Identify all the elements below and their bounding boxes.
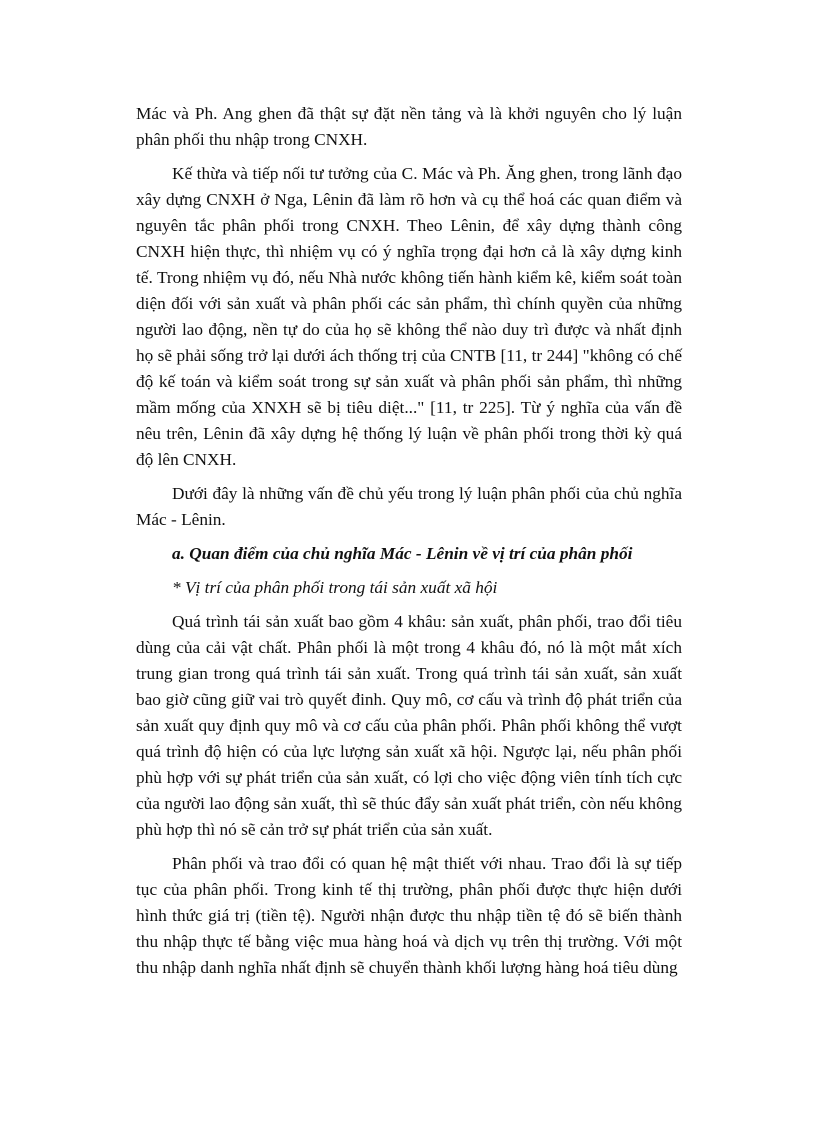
section-heading: a. Quan điểm của chủ nghĩa Mác - Lênin về vị trí của phân phối (172, 544, 633, 563)
page-body (136, 101, 682, 989)
paragraph-reproduction: Quá trình tái sản xuất bao gồm 4 khâu: sản xuất, phân phối, trao đổi tiêu dùng của cải vật chất. Phân phối là một trong 4 khâu đó, nó là một mắt xích trung gian trong quá trình tái sản xuất. Trong quá trình tái sản xuất, sản xuất bao giờ cũng giữ vai trò quyết đinh. Quy mô, cơ cấu và trình độ phát triển của sản xuất quy định quy mô và cơ cấu của phân phối. Phân phối không thể vượt quá trình độ hiện có của lực lượng sản xuất xã hội. Ngược lại, nếu phân phối phù hợp với sự phát triển của sản xuất, có lợi cho việc động viên tính tích cực của người lao động sản xuất, thì sẽ thúc đẩy sản xuất phát triển, còn nếu không phù hợp thì nó sẽ cản trở sự phát triển của sản xuất. (136, 612, 682, 839)
paragraph-intro: Mác và Ph. Ang ghen đã thật sự đặt nền tảng và là khởi nguyên cho lý luận phân phối thu nhập trong CNXH. (136, 104, 682, 149)
paragraph-lenin: Kế thừa và tiếp nối tư tưởng của C. Mác và Ph. Ăng ghen, trong lãnh đạo xây dựng CNXH ở Nga, Lênin đã làm rõ hơn và cụ thể hoá các quan điểm và nguyên tắc phân phối trong CNXH. Theo Lênin, để xây dựng thành công CNXH hiện thực, thì nhiệm vụ có ý nghĩa trọng đại hơn cả là xây dựng kinh tế. Trong nhiệm vụ đó, nếu Nhà nước không tiến hành kiểm kê, kiểm soát toàn diện đối với sản xuất và phân phối các sản phẩm, thì chính quyền của những người lao động, nền tự do của họ sẽ không thể nào duy trì được và nhất định họ sẽ phải sống trở lại dưới ách thống trị của CNTB [11, tr 244] "không có chế độ kế toán và kiểm soát trong sự sản xuất và phân phối sản phẩm, thì những mầm mống của XNXH sẽ bị tiêu diệt..." [11, tr 225]. Từ ý nghĩa của vấn đề nêu trên, Lênin đã xây dựng hệ thống lý luận về phân phối trong thời kỳ quá độ lên CNXH. (136, 164, 682, 469)
paragraph-exchange: Phân phối và trao đổi có quan hệ mật thiết với nhau. Trao đổi là sự tiếp tục của phân phối. Trong kinh tế thị trường, phân phối được thực hiện dưới hình thức giá trị (tiền tệ). Người nhận được thu nhập tiền tệ đó sẽ biến thành thu nhập thực tế bằng việc mua hàng hoá và dịch vụ trên thị trường. Với một thu nhập danh nghĩa nhất định sẽ chuyển thành khối lượng hàng hoá tiêu dùng (136, 854, 682, 977)
section-subheading: * Vị trí của phân phối trong tái sản xuất xã hội (172, 578, 498, 597)
paragraph-overview: Dưới đây là những vấn đề chủ yếu trong lý luận phân phối của chủ nghĩa Mác - Lênin. (136, 484, 682, 529)
